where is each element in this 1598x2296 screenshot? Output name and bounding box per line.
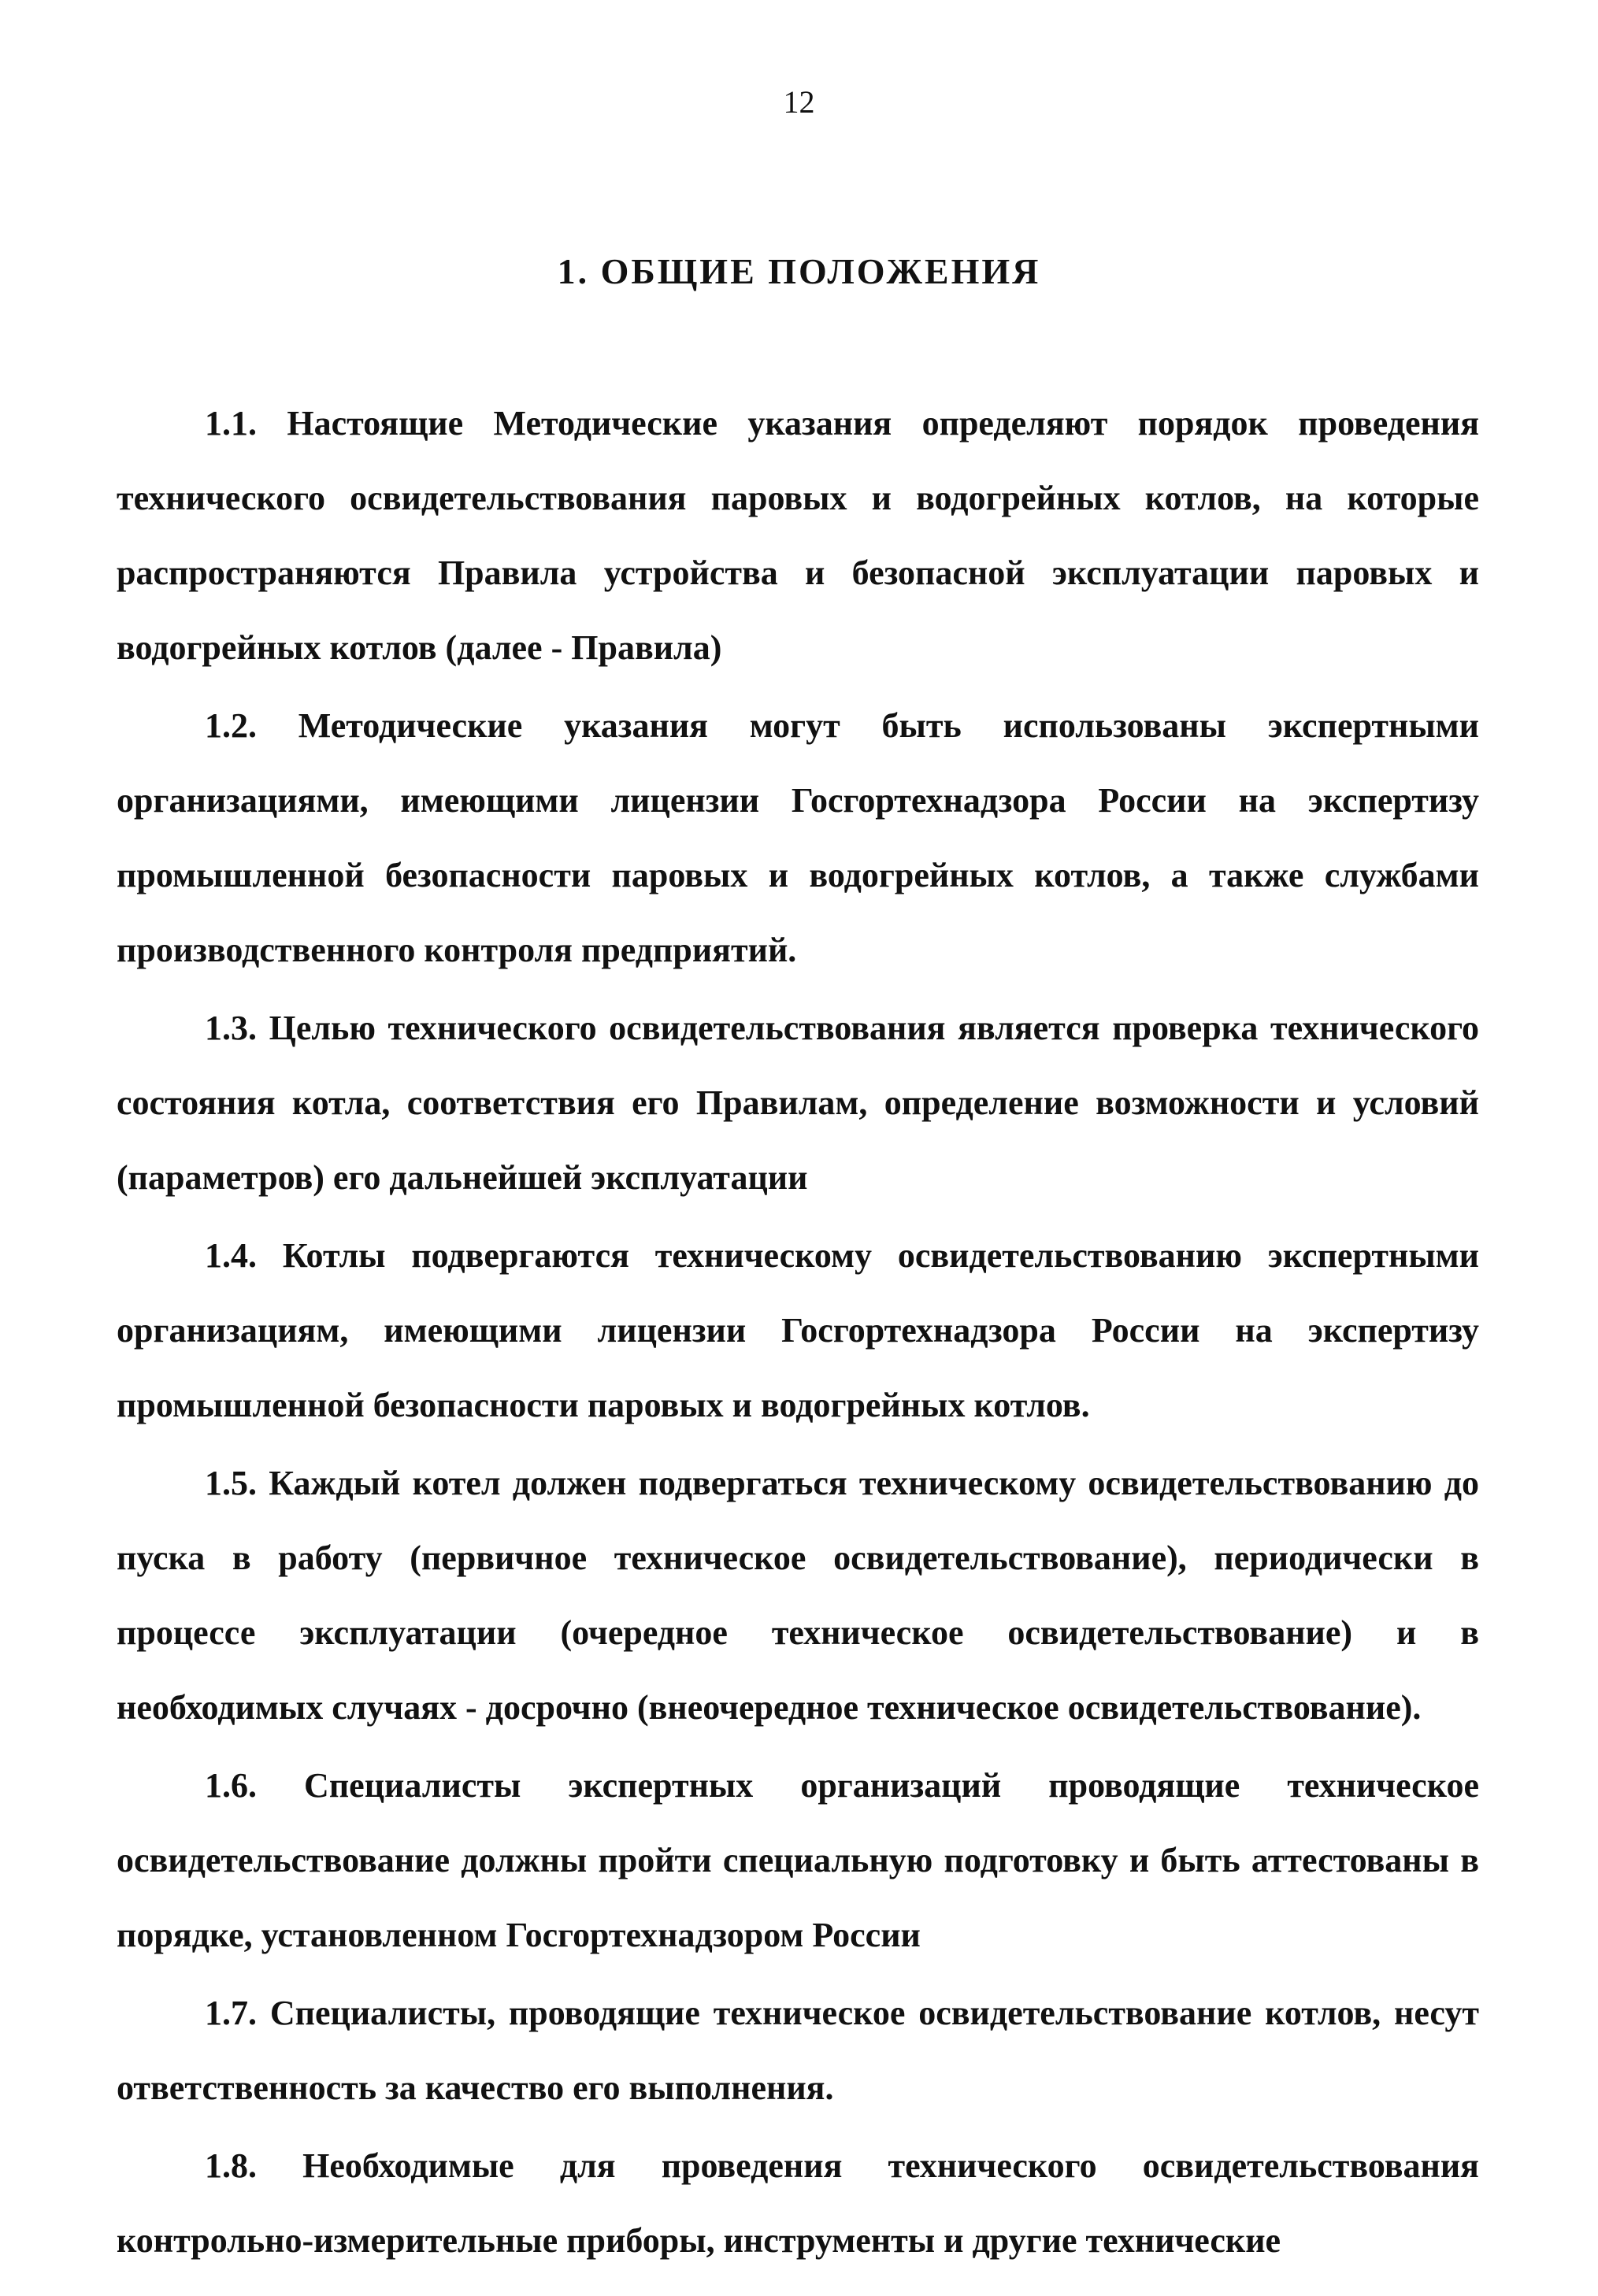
paragraph-1-7: 1.7. Специалисты, проводящие техническое освидетельствование котлов, несут ответственность за качество его выполнения. bbox=[117, 1994, 1479, 2107]
paragraph-1-4: 1.4. Котлы подвергаются техническому освидетельствованию экспертными организациям, имеющими лицензии Госгортехнадзора России на экспертизу промышленной безопасности паровых и водогрейных котлов. bbox=[117, 1236, 1479, 1424]
paragraph-1-2: 1.2. Методические указания могут быть использованы экспертными организациями, имеющими лицензии Госгортехнадзора России на экспертизу промышленной безопасности паровых и водогрейных котлов, а также службами производственного контроля предприятий. bbox=[117, 706, 1479, 969]
paragraph-1-8: 1.8. Необходимые для проведения технического освидетельствования контрольно-измерительные приборы, инструменты и другие технические bbox=[117, 2146, 1479, 2260]
section-title: 1. ОБЩИЕ ПОЛОЖЕНИЯ bbox=[557, 251, 1041, 291]
paragraph-1-5: 1.5. Каждый котел должен подвергаться техническому освидетельствованию до пуска в работу (первичное техническое освидетельствование), периодически в процессе эксплуатации (очередное техническое освидетельствование) и в необходимых случаях - досрочно (внеочередное техническое освидетельствование). bbox=[117, 1464, 1479, 1727]
paragraph-1-6: 1.6. Специалисты экспертных организаций проводящие техническое освидетельствование должны пройти специальную подготовку и быть аттестованы в порядке, установленном Госгортехнадзором России bbox=[117, 1766, 1479, 1954]
paragraph-1-3: 1.3. Целью технического освидетельствования является проверка технического состояния котла, соответствия его Правилам, определение возможности и условий (параметров) его дальнейшей эксплуатации bbox=[117, 1009, 1479, 1197]
page-number: 12 bbox=[783, 84, 815, 120]
document-body bbox=[117, 386, 1479, 2281]
paragraph-1-1: 1.1. Настоящие Методические указания определяют порядок проведения технического освидетельствования паровых и водогрейных котлов, на которые распространяются Правила устройства и безопасной эксплуатации паровых и водогрейных котлов (далее - Правила) bbox=[117, 404, 1479, 667]
